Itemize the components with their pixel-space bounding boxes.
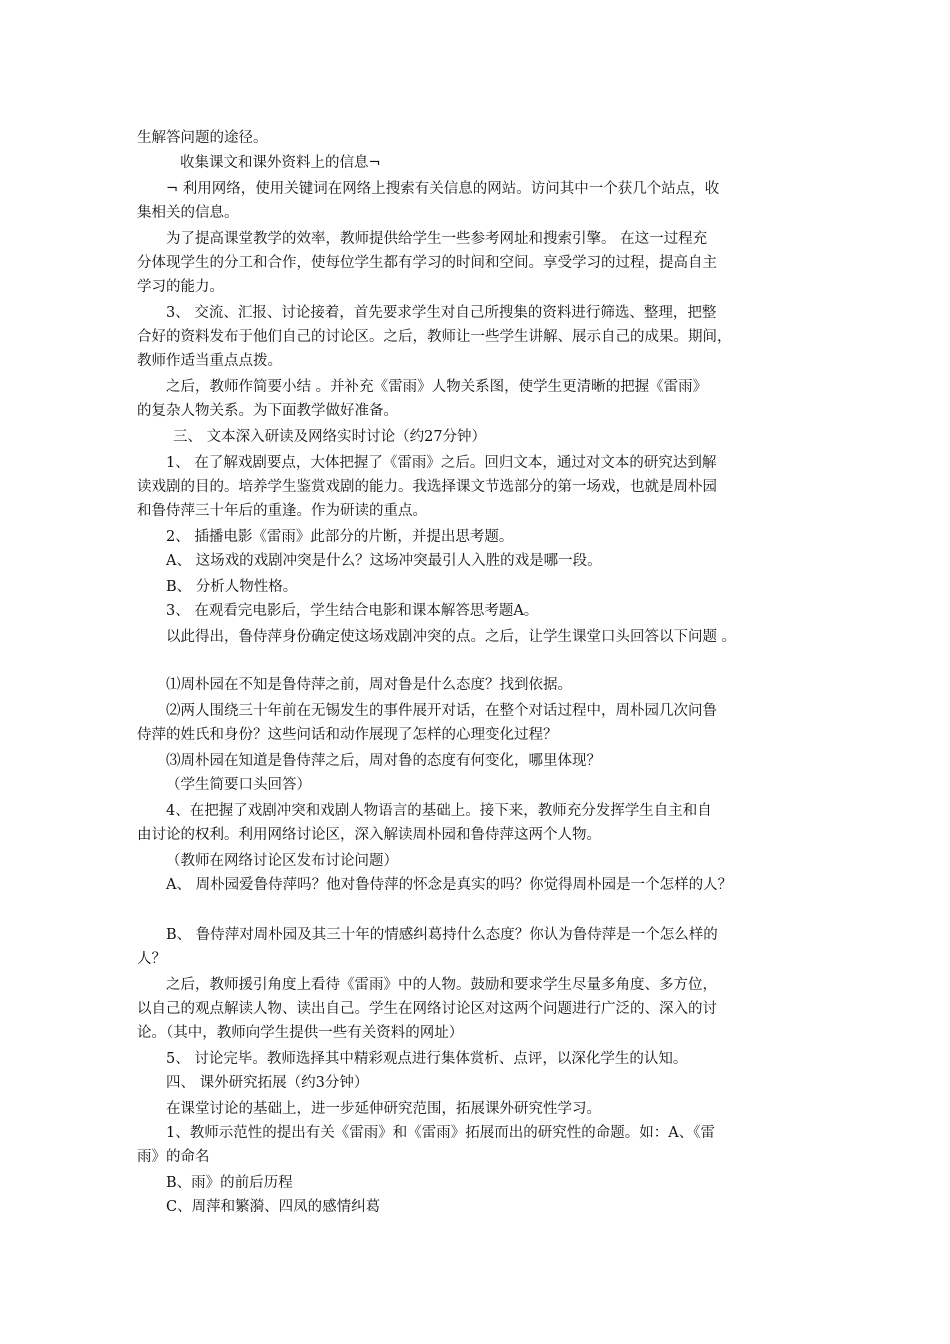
text-line: 1、教师示范性的提出有关《雷雨》和《雷雨》拓展而出的研究性的命题。如：A、《雷 [166, 1125, 715, 1141]
text-line: 1、 在了解戏剧要点，大体把握了《雷雨》之后。回归文本，通过对文本的研究达到解 [166, 455, 717, 471]
text-line: 论。（其中，教师向学生提供一些有关资料的网址） [137, 1025, 464, 1041]
text-line: 4、在把握了戏剧冲突和戏剧人物语言的基础上。接下来，教师充分发挥学生自主和自 [166, 803, 712, 819]
text-line: 由讨论的权利。利用网络讨论区，深入解读周朴园和鲁侍萍这两个人物。 [137, 827, 601, 843]
text-line: 以自己的观点解读人物、读出自己。学生在网络讨论区对这两个问题进行广泛的、深入的讨 [137, 1001, 717, 1017]
text-line: 在课堂讨论的基础上，进一步延伸研究范围，拓展课外研究性学习。 [166, 1101, 601, 1117]
text-line: 读戏剧的目的。培养学生鉴赏戏剧的能力。我选择课文节选部分的第一场戏，也就是周朴园 [137, 479, 717, 495]
text-line: （学生简要口头回答） [166, 777, 311, 793]
text-line: 和鲁侍萍三十年后的重逢。作为研读的重点。 [137, 503, 427, 519]
text-line: ¬ 利用网络，使用关键词在网络上搜索有关信息的网站。访问其中一个获几个站点，收 [166, 181, 720, 197]
text-line: 侍萍的姓氏和身份？这些问话和动作展现了怎样的心理变化过程？ [137, 727, 558, 743]
text-line: 之后，教师作简要小结 。并补充《雷雨》人物关系图，使学生更清晰的把握《雷雨》 [166, 379, 708, 395]
text-line: ⑵两人围绕三十年前在无锡发生的事件展开对话，在整个对话过程中，周朴园几次问鲁 [166, 703, 717, 719]
text-line: （教师在网络讨论区发布讨论问题） [166, 853, 398, 869]
text-line: B、 分析人物性格。 [166, 579, 298, 595]
text-line: 学习的能力。 [137, 279, 224, 295]
text-line: A、 周朴园爱鲁侍萍吗？他对鲁侍萍的怀念是真实的吗？你觉得周朴园是一个怎样的人？ [166, 877, 733, 893]
text-line: 集相关的信息。 [137, 205, 239, 221]
text-line: 之后，教师援引角度上看待《雷雨》中的人物。鼓励和要求学生尽量多角度、多方位， [166, 977, 717, 993]
text-line: 人？ [137, 951, 166, 967]
text-line: 3、 交流、汇报、讨论接着，首先要求学生对自己所搜集的资料进行筛选、整理，把整 [166, 305, 717, 321]
text-line: B、雨》的前后历程 [166, 1175, 293, 1191]
text-line: ⑶周朴园在知道是鲁侍萍之后，周对鲁的态度有何变化，哪里体现？ [166, 753, 601, 769]
text-line: C、周萍和繁漪、四凤的感情纠葛 [166, 1199, 381, 1215]
text-line: 收集课文和课外资料上的信息¬ [180, 155, 381, 171]
text-line: 教师作适当重点点拨。 [137, 353, 282, 369]
text-line: 5、 讨论完毕。教师选择其中精彩观点进行集体赏析、点评，以深化学生的认知。 [166, 1051, 688, 1067]
text-line: 3、 在观看完电影后，学生结合电影和课本解答思考题A。 [166, 603, 539, 619]
text-line: 雨》的命名 [137, 1149, 210, 1165]
text-line: 2、 插播电影《雷雨》此部分的片断，并提出思考题。 [166, 529, 514, 545]
text-line: 的复杂人物关系。为下面教学做好准备。 [137, 403, 398, 419]
text-line: 为了提高课堂教学的效率，教师提供给学生一些参考网址和搜索引擎。 在这一过程充 [166, 231, 708, 247]
text-line: A、 这场戏的戏剧冲突是什么？这场冲突最引人入胜的戏是哪一段。 [166, 553, 602, 569]
section-heading: 四、 课外研究拓展（约3分钟） [166, 1075, 369, 1091]
text-line: 分体现学生的分工和合作，使每位学生都有学习的时间和空间。享受学习的过程，提高自主 [137, 255, 717, 271]
text-line: 生解答问题的途径。 [137, 130, 268, 146]
text-line: B、 鲁侍萍对周朴园及其三十年的情感纠葛持什么态度？你认为鲁侍萍是一个怎么样的 [166, 927, 718, 943]
text-line: ⑴周朴园在不知是鲁侍萍之前，周对鲁是什么态度？找到依据。 [166, 677, 572, 693]
section-heading: 三、 文本深入研读及网络实时讨论（约27分钟） [173, 429, 487, 445]
text-line: 以此得出，鲁侍萍身份确定使这场戏剧冲突的点。之后，让学生课堂口头回答以下问题 。 [166, 629, 737, 645]
text-line: 合好的资料发布于他们自己的讨论区。之后，教师让一些学生讲解、展示自己的成果。期间， [137, 329, 732, 345]
